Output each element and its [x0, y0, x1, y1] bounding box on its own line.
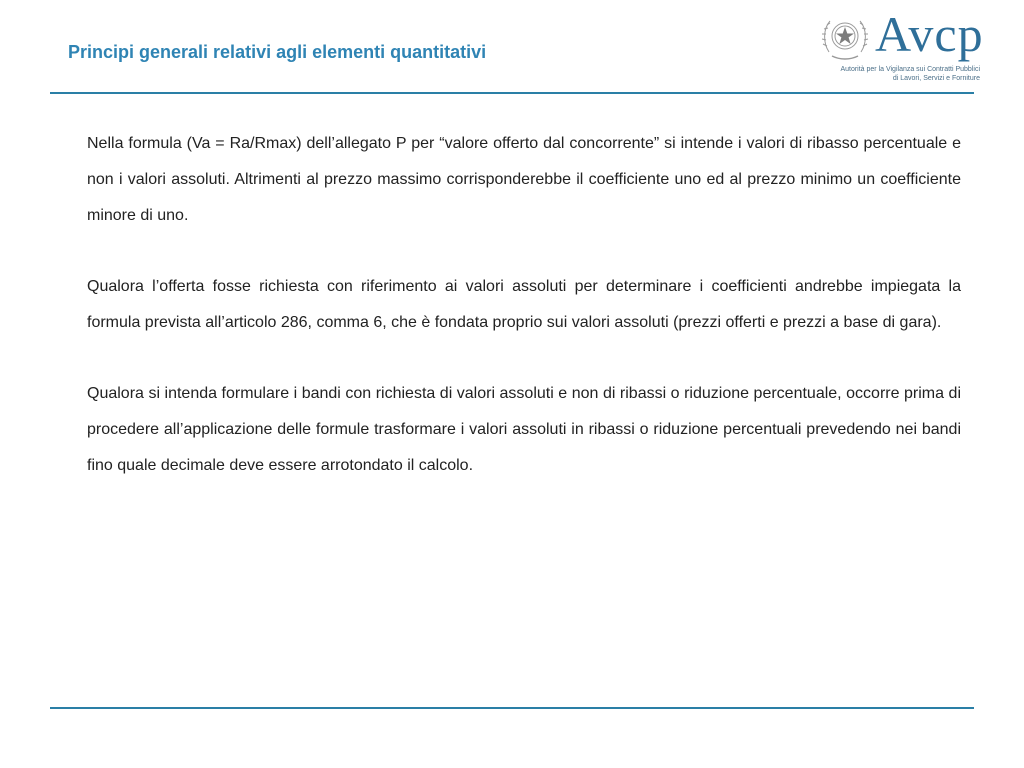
- footer-divider: [50, 707, 974, 709]
- italian-republic-emblem-icon: [820, 12, 870, 64]
- logo-subtitle: [810, 65, 980, 83]
- paragraph-formula-note: Nella formula (Va = Ra/Rmax) dell’allegato P per “valore offerto dal concorrente” si intende i valori di ribasso percentuale e non i valori assoluti. Altrimenti al prezzo massimo corrisponderebbe il coefficiente uno ed al prezzo minimo un coefficiente minore di uno.: [87, 135, 961, 224]
- slide-body: [87, 126, 961, 519]
- slide-title: Principi generali relativi agli elementi quantitativi: [68, 42, 487, 62]
- paragraph-absolute-values: Qualora l’offerta fosse richiesta con riferimento ai valori assoluti per determinare i coefficienti andrebbe impiegata la formula prevista all’articolo 286, comma 6, che è fondata proprio sui valori assoluti (prezzi offerti e prezzi a base di gara).: [87, 278, 961, 331]
- logo-subtitle-line-2: di Lavori, Servizi e Forniture: [892, 75, 980, 82]
- logo-wordmark: Avcp: [875, 6, 984, 62]
- avcp-logo: [820, 6, 1010, 86]
- logo-subtitle-line-1: Autorità per la Vigilanza sui Contratti Pubblici: [840, 66, 980, 73]
- paragraph-tender-rounding: Qualora si intenda formulare i bandi con richiesta di valori assoluti e non di ribassi o riduzione percentuale, occorre prima di procedere all’applicazione delle formule trasformare i valori assoluti in ribassi o riduzione percentuali prevedendo nei bandi fino quale decimale deve essere arrotondato il calcolo.: [87, 385, 961, 474]
- header-divider: [50, 92, 974, 94]
